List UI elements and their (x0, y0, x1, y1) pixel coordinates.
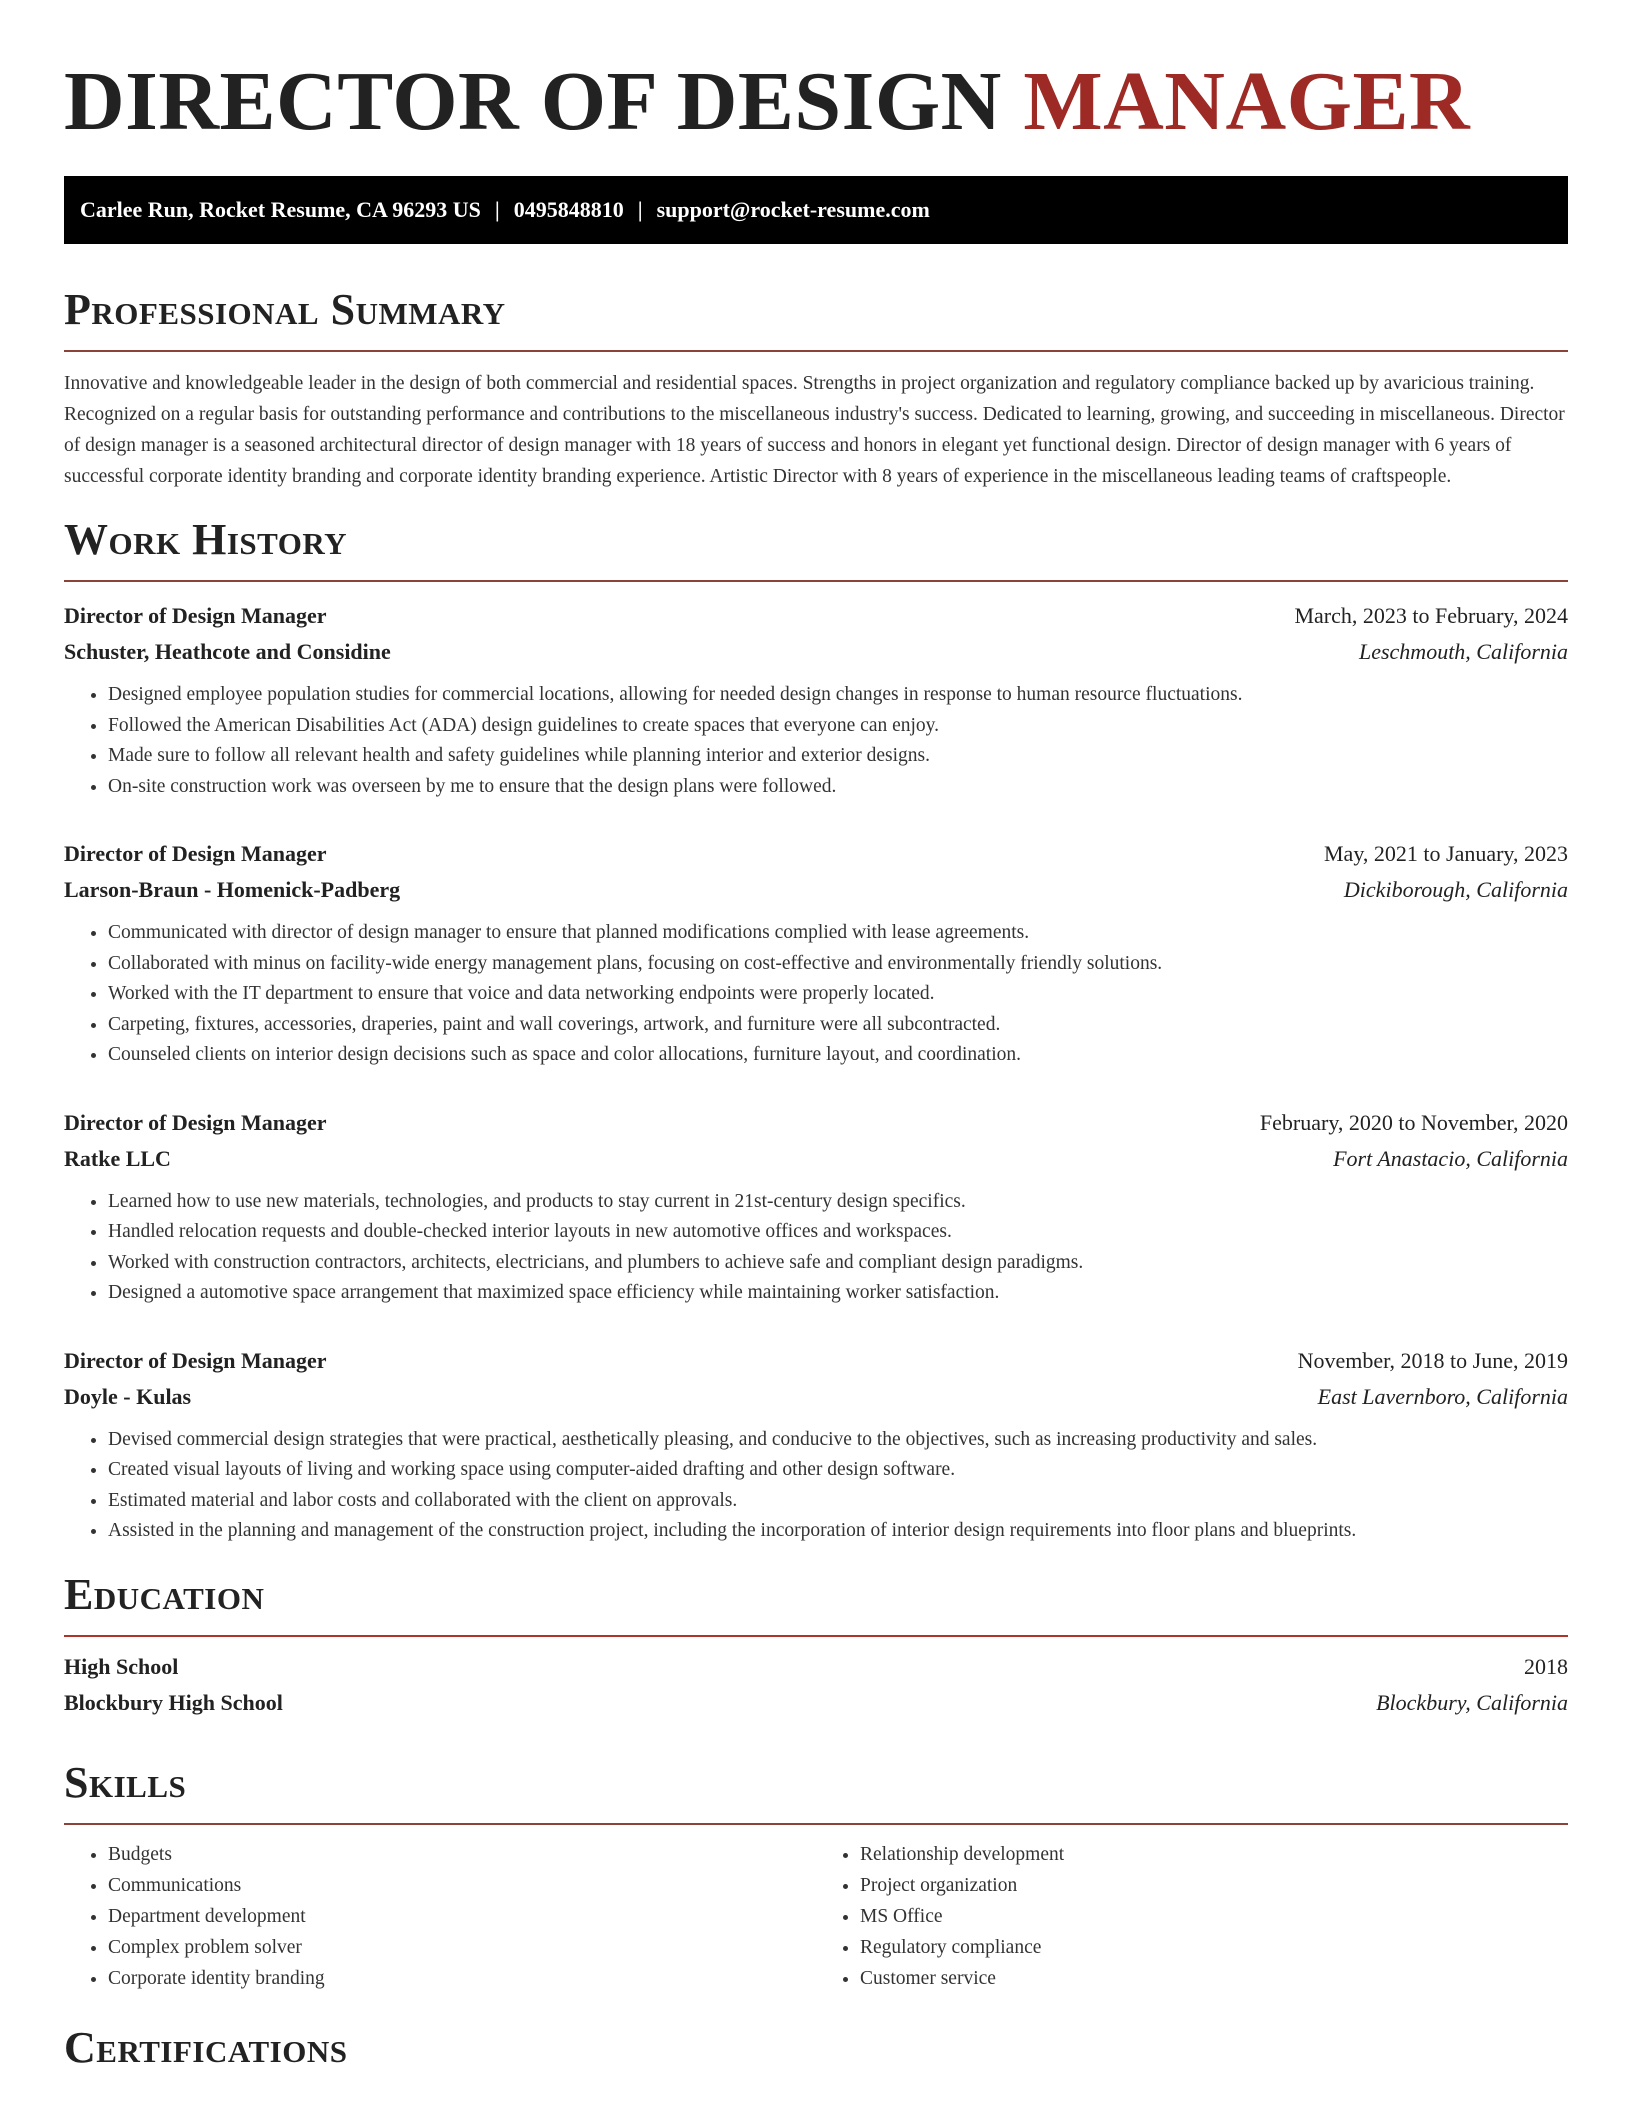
job-bullet: • On-site construction work was overseen by me to ensure that the design plans were followed. (108, 772, 1568, 803)
education-section (64, 1567, 1568, 1721)
job-header (64, 836, 1568, 872)
skill-item: • Department development (108, 1901, 816, 1932)
skills-heading: Skills (64, 1757, 187, 1807)
job-entry (64, 598, 1568, 802)
summary-heading: Professional Summary (64, 285, 506, 334)
job-bullet: • Created visual layouts of living and working space using computer-aided drafting and other design software. (108, 1455, 1568, 1486)
title-main: DIRECTOR OF DESIGN (64, 55, 1002, 148)
contact-phone: 0495848810 (513, 197, 624, 222)
job-bullet: • Followed the American Disabilities Act (ADA) design guidelines to create spaces that everyone can enjoy. (108, 711, 1568, 742)
resume-title (64, 0, 1568, 152)
job-location: Leschmouth, California (1358, 639, 1568, 664)
skill-item: • Communications (108, 1870, 816, 1901)
skill-item: • Project organization (860, 1870, 1568, 1901)
education-year: 2018 (1524, 1653, 1568, 1679)
job-company: Larson-Braun - Homenick-Padberg (64, 877, 401, 902)
job-title: Director of Design Manager (64, 1109, 327, 1135)
title-accent: MANAGER (1023, 55, 1471, 148)
work-history-section (64, 512, 1568, 1547)
job-bullets (64, 918, 1568, 1071)
skill-item: • MS Office (860, 1901, 1568, 1932)
job-location: East Lavernboro, California (1317, 1383, 1568, 1409)
job-bullet: • Designed employee population studies for commercial locations, allowing for needed design changes in response to human resource fluctuations. (108, 680, 1568, 711)
job-dates: November, 2018 to June, 2019 (1297, 1347, 1568, 1373)
education-header (64, 1649, 1568, 1685)
job-title: Director of Design Manager (64, 603, 327, 628)
skills-list-right (816, 1839, 1568, 1994)
job-bullet: • Counseled clients on interior design decisions such as space and color allocations, furniture layout, and coordination. (108, 1040, 1568, 1071)
education-subheader (64, 1685, 1568, 1721)
contact-bar (64, 176, 1568, 244)
job-bullet: • Made sure to follow all relevant health and safety guidelines while planning interior and exterior designs. (108, 741, 1568, 772)
summary-section (64, 282, 1568, 492)
section-divider (64, 1635, 1568, 1637)
contact-email[interactable]: support@rocket-resume.com (656, 197, 930, 222)
job-subheader (64, 872, 1568, 908)
job-bullets (64, 680, 1568, 802)
job-subheader (64, 1379, 1568, 1415)
job-dates: February, 2020 to November, 2020 (1259, 1109, 1568, 1135)
job-header (64, 1105, 1568, 1141)
skill-item: • Complex problem solver (108, 1932, 816, 1963)
skills-columns (64, 1839, 1568, 1994)
certifications-heading: Certifications (64, 2022, 348, 2072)
skills-section (64, 1755, 1568, 1994)
job-company: Ratke LLC (64, 1145, 171, 1171)
job-bullet: • Estimated material and labor costs and collaborated with the client on approvals. (108, 1486, 1568, 1517)
section-divider (64, 580, 1568, 582)
skill-item: • Relationship development (860, 1839, 1568, 1870)
job-bullet: • Handled relocation requests and double-checked interior layouts in new automotive offices and workspaces. (108, 1217, 1568, 1248)
skill-item: • Regulatory compliance (860, 1932, 1568, 1963)
job-bullets (64, 1187, 1568, 1309)
job-entry (64, 836, 1568, 1071)
job-bullet: • Learned how to use new materials, technologies, and products to stay current in 21st-century design specifics. (108, 1187, 1568, 1218)
contact-separator: | (494, 197, 500, 222)
contact-address: Carlee Run, Rocket Resume, CA 96293 US (80, 197, 481, 222)
job-dates: March, 2023 to February, 2024 (1294, 603, 1568, 628)
job-bullet: • Carpeting, fixtures, accessories, draperies, paint and wall coverings, artwork, and furniture were all subcontracted. (108, 1010, 1568, 1041)
education-entry (64, 1649, 1568, 1721)
section-divider (64, 1823, 1568, 1825)
job-bullet: • Devised commercial design strategies that were practical, aesthetically pleasing, and conducive to the objectives, such as increasing productivity and sales. (108, 1425, 1568, 1456)
job-title: Director of Design Manager (64, 1347, 327, 1373)
job-bullet: • Collaborated with minus on facility-wide energy management plans, focusing on cost-effective and environmentally friendly solutions. (108, 949, 1568, 980)
certifications-section (64, 2020, 1568, 2076)
skills-list-left (64, 1839, 816, 1994)
job-bullet: • Worked with the IT department to ensure that voice and data networking endpoints were properly located. (108, 979, 1568, 1010)
education-location: Blockbury, California (1376, 1689, 1568, 1715)
job-company: Schuster, Heathcote and Considine (64, 639, 391, 664)
education-heading: Education (64, 1569, 265, 1619)
summary-text: Innovative and knowledgeable leader in the design of both commercial and residential spaces. Strengths in project organization and regulatory compliance backed up by avaricious training. Recognized on a regular basis for outstanding performance and contributions to the miscellaneous industry's success. Dedicated to learning, growing, and succeeding in miscellaneous. Director of design manager is a seasoned architectural director of design manager with 18 years of success and honors in elegant yet functional design. Director of design manager with 6 years of successful corporate identity branding and corporate identity branding experience. Artistic Director with 8 years of experience in the miscellaneous leading teams of craftspeople. (64, 373, 1565, 487)
job-bullet: • Communicated with director of design manager to ensure that planned modifications complied with lease agreements. (108, 918, 1568, 949)
education-school: Blockbury High School (64, 1689, 283, 1715)
job-header (64, 1343, 1568, 1379)
job-title: Director of Design Manager (64, 841, 327, 866)
education-degree: High School (64, 1653, 179, 1679)
job-bullets (64, 1425, 1568, 1547)
job-bullet: • Assisted in the planning and management of the construction project, including the incorporation of interior design requirements into floor plans and blueprints. (108, 1516, 1568, 1547)
job-company: Doyle - Kulas (64, 1383, 192, 1409)
job-header (64, 598, 1568, 634)
job-subheader (64, 634, 1568, 670)
skill-item: • Budgets (108, 1839, 816, 1870)
job-dates: May, 2021 to January, 2023 (1324, 841, 1568, 866)
job-entry (64, 1105, 1568, 1309)
job-bullet: • Worked with construction contractors, architects, electricians, and plumbers to achieve safe and compliant design paradigms. (108, 1248, 1568, 1279)
skill-item: • Customer service (860, 1963, 1568, 1994)
contact-separator: | (637, 197, 643, 222)
skill-item: • Corporate identity branding (108, 1963, 816, 1994)
work-history-heading: Work History (64, 515, 348, 564)
job-location: Fort Anastacio, California (1333, 1145, 1568, 1171)
job-entry (64, 1343, 1568, 1547)
section-divider (64, 350, 1568, 352)
job-subheader (64, 1141, 1568, 1177)
job-bullet: • Designed a automotive space arrangement that maximized space efficiency while maintaining worker satisfaction. (108, 1278, 1568, 1309)
job-location: Dickiborough, California (1343, 877, 1568, 902)
